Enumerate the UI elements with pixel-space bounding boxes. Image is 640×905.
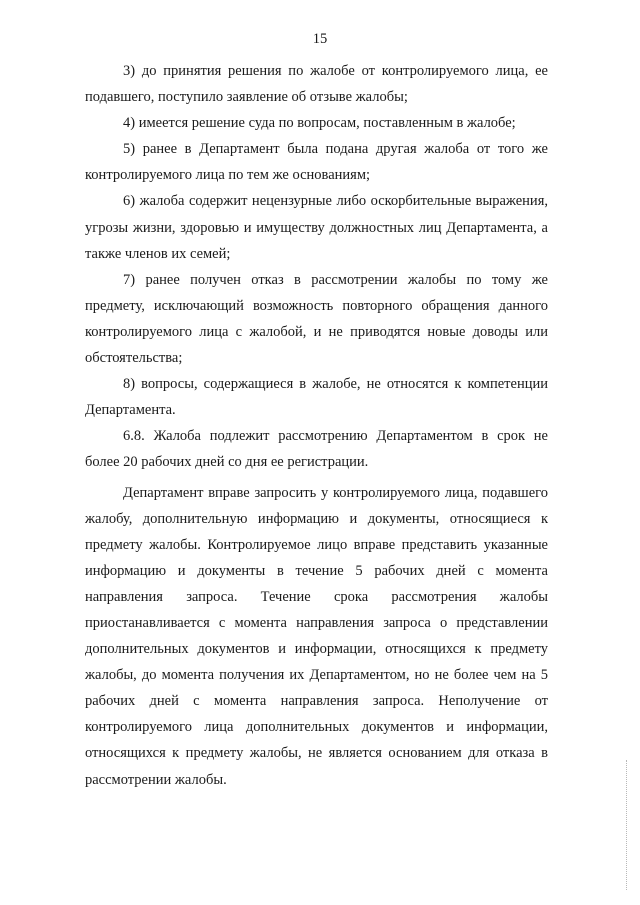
paragraph-item-6: 6) жалоба содержит нецензурные либо оскорбительные выражения, угрозы жизни, здоровью и имуществу должностных лиц Департамента, а также членов их семей; [85,193,548,262]
paragraph-item-4: 4) имеется решение суда по вопросам, поставленным в жалобе; [123,115,516,132]
paragraph-department-request: Департамент вправе запросить у контролируемого лица, подавшего жалобу, дополнительную информацию и документы, относящиеся к предмету жалобы. Контролируемое лицо вправе представить указанные информацию и документы в течение 5 рабочих дней с момента направления запроса. Течение срока рассмотрения жалобы приостанавливается с момента направления запроса о представлении дополнительных документов и информации, относящихся к предмету жалобы, до момента получения их Департаментом, но не более чем на 5 рабочих дней с момента направления запроса. Неполучение от контролируемого лица дополнительных документов и информации, относящихся к предмету жалобы, не является основанием для отказа в рассмотрении жалобы. [85,484,548,788]
paragraph-6-8: 6.8. Жалоба подлежит рассмотрению Департаментом в срок не более 20 рабочих дней со дня ее регистрации. [85,428,548,471]
page-number: 15 [312,31,328,47]
scan-edge-marks [626,760,628,890]
paragraph-item-3: 3) до принятия решения по жалобе от контролируемого лица, ее подавшего, поступило заявление об отзыве жалобы; [85,63,548,106]
document-body [85,58,548,793]
paragraph-item-7: 7) ранее получен отказ в рассмотрении жалобы по тому же предмету, исключающий возможность повторного обращения данного контролируемого лица с жалобой, и не приводятся новые доводы или обстоятельства; [85,271,548,367]
paragraph-item-5: 5) ранее в Департамент была подана другая жалоба от того же контролируемого лица по тем же основаниям; [85,141,548,184]
paragraph-item-8: 8) вопросы, содержащиеся в жалобе, не относятся к компетенции Департамента. [85,376,548,419]
